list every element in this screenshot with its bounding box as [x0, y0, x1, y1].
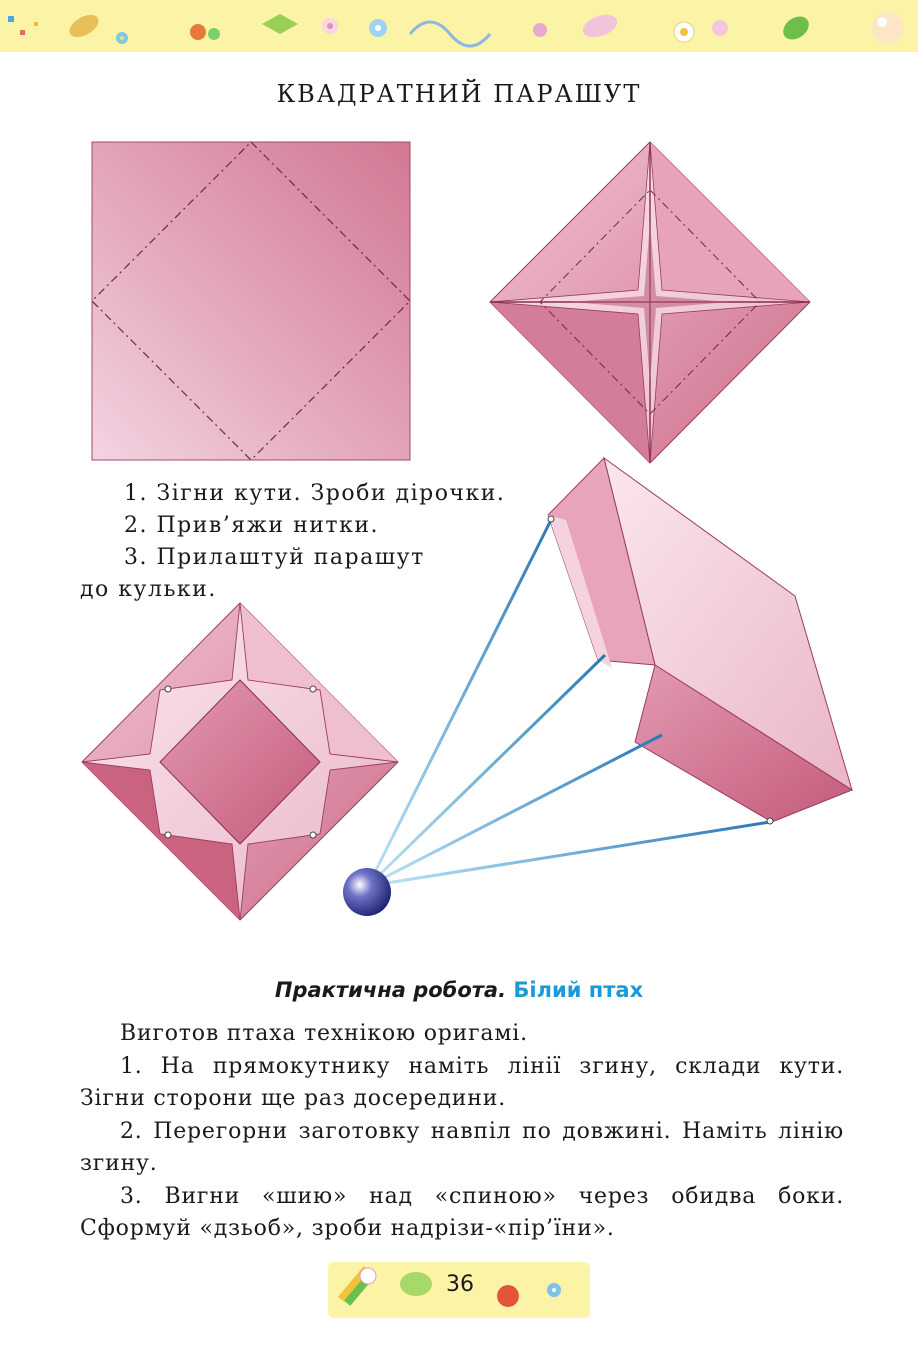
step-3-continued: до кульки. [80, 577, 217, 602]
flower-icon [360, 1268, 376, 1284]
step-3: 3. Прилаштуй парашут [124, 545, 425, 570]
practical-work-topic: Білий птах [513, 978, 644, 1002]
instruction-step-3: 3. Вигни «шию» над «спиною» через обидва боки. Сформуй «дзьоб», зроби надрізи-«пір’їни». [80, 1183, 844, 1241]
flower-icon [547, 1283, 561, 1297]
square-sheet-figure [92, 142, 410, 460]
instruction-step-1: 1. На прямокутнику наміть лінії згину, склади кути. Зігни сторони ще раз досередини. [80, 1053, 844, 1111]
page-title: КВАДРАТНИЙ ПАРАШУТ [276, 80, 642, 108]
page-number: 36 [446, 1272, 474, 1297]
parachute-steps [80, 478, 560, 606]
instruction-step-2: 2. Перегорни заготовку навпіл по довжині. Наміть лінію згину. [80, 1118, 844, 1176]
folded-diamond-figure [490, 142, 810, 463]
instructions-intro: Виготов птаха технікою оригамі. [120, 1021, 528, 1046]
step-1: 1. Зігни кути. Зроби дірочки. [124, 481, 506, 506]
step-2: 2. Прив’яжи нитки. [124, 513, 379, 538]
practical-work-label: Практична робота. [274, 978, 507, 1002]
bird-instructions [80, 1018, 844, 1246]
inner-square-figure [82, 603, 398, 920]
practical-work-heading [0, 978, 918, 1002]
ball-icon [343, 868, 391, 916]
ball-icon [497, 1285, 519, 1307]
